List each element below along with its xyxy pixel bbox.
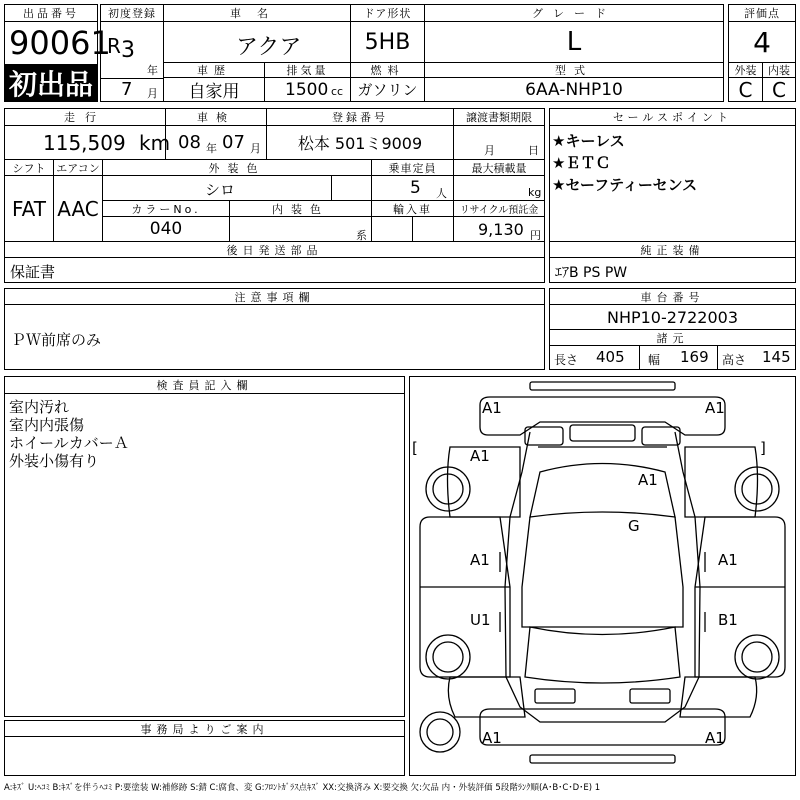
- dims-cell-length: [549, 345, 640, 370]
- first-reg-cell: [100, 21, 164, 79]
- damage-windshield: G: [628, 517, 640, 535]
- sales-item: ★ＥＴＣ: [552, 154, 611, 172]
- month-unit: 月: [147, 87, 158, 100]
- car-diagram-panel: [409, 376, 796, 776]
- fuel-cell: [350, 77, 425, 102]
- displacement-label: 排気量: [264, 62, 351, 78]
- dims-label: 諸元: [549, 329, 796, 346]
- length: 405: [596, 348, 625, 366]
- model-cell: [424, 77, 724, 102]
- shift-label: シフト: [4, 159, 54, 176]
- damage-rear-left: A1: [482, 729, 502, 747]
- inspector-line: 外装小傷有り: [9, 452, 100, 470]
- exterior-grade-cell: [728, 77, 763, 102]
- inspector-cell: [4, 393, 405, 717]
- equipment: ｴｱB PS PW: [555, 265, 628, 281]
- notes-cell: [4, 304, 545, 370]
- door-cell: [350, 21, 425, 63]
- fuel: ガソリン: [357, 81, 418, 99]
- damage-front-left: A1: [482, 399, 502, 417]
- interior-grade: C: [772, 77, 786, 102]
- color-no-label: カラーNo.: [102, 200, 230, 217]
- dims-cell-height: [717, 345, 796, 370]
- ac-cell: [53, 175, 103, 242]
- displacement: 1500: [285, 80, 329, 100]
- reg-month: 7: [121, 79, 133, 100]
- inspection-year: 08: [178, 132, 201, 153]
- inspection-month: 07: [222, 132, 245, 153]
- exterior-grade-label: 外装: [728, 62, 763, 78]
- color-no-cell: [102, 216, 230, 242]
- car-name-label: 車名: [163, 4, 351, 22]
- capacity-label: 乗車定員: [371, 159, 454, 176]
- door: 5HB: [364, 29, 411, 55]
- later-parts-label: 後日発送部品: [4, 241, 545, 258]
- legend: A:ｷｽﾞ U:ﾍｺﾐ B:ｷｽﾞを伴うﾍｺﾐ P:要塗装 W:補修跡 S:錆 C:腐食、変 G:ﾌﾛﾝﾄｶﾞﾗｽ点ｷｽﾞ XX:交換済み X:要交換 欠:欠品 内・外装評価 5段階ﾗﾝｸ順(A･B･C･D･E) 1: [4, 783, 601, 793]
- import-cell-left: [371, 216, 413, 242]
- grade: L: [566, 27, 582, 57]
- ext-color-cell: [102, 175, 332, 201]
- interior-grade-label: 内装: [762, 62, 796, 78]
- later-parts: 保証書: [10, 263, 56, 281]
- mileage-cell: [4, 125, 171, 160]
- history-cell: [163, 77, 265, 102]
- year-unit: 年: [147, 64, 158, 77]
- mileage-unit: km: [139, 131, 171, 155]
- height: 145: [762, 348, 791, 366]
- car-name: アクア: [236, 35, 302, 60]
- height-label: 高さ: [722, 353, 747, 367]
- recycle-cell: [453, 216, 545, 242]
- ac-label: エアコン: [53, 159, 103, 176]
- displacement-unit: cc: [331, 85, 344, 98]
- inspection-year-unit: 年: [206, 142, 217, 155]
- inspection-month-unit: 月: [250, 142, 261, 155]
- chassis: NHP10-2722003: [606, 307, 739, 327]
- transfer-doc-cell: [453, 125, 545, 160]
- grade-label: グレード: [424, 4, 724, 22]
- import-label: 輸入車: [371, 200, 454, 217]
- score: 4: [753, 25, 771, 59]
- recycle-unit: 円: [530, 229, 541, 242]
- damage-rear-right: A1: [705, 729, 725, 747]
- equipment-cell: [549, 257, 796, 283]
- shift-cell: [4, 175, 54, 242]
- chassis-cell: [549, 304, 796, 330]
- displacement-cell: [264, 77, 351, 102]
- car-name-cell: [163, 21, 351, 63]
- inspector-line: 室内汚れ: [9, 398, 70, 416]
- int-color-unit: 系: [356, 229, 367, 242]
- car-diagram: [410, 377, 795, 775]
- ext-color: シロ: [205, 181, 236, 199]
- door-label: ドア形状: [350, 4, 425, 22]
- ac: AAC: [57, 196, 99, 221]
- capacity-cell: [371, 175, 454, 201]
- first-listing-badge: [4, 64, 98, 102]
- damage-door-left-rear: U1: [470, 611, 491, 629]
- shift: FAT: [11, 196, 46, 221]
- import-cell-right: [412, 216, 454, 242]
- dims-cell-width: [639, 345, 718, 370]
- transfer-month-unit: 月: [484, 144, 495, 157]
- notes: ＰＷ前席のみ: [11, 331, 102, 349]
- reg-month-cell: [100, 78, 164, 102]
- interior-grade-cell: [762, 77, 796, 102]
- capacity-unit: 人: [436, 187, 447, 200]
- transfer-day-unit: 日: [528, 144, 539, 157]
- bracket-right: ]: [760, 439, 766, 457]
- inspector-label: 検査員記入欄: [4, 376, 405, 394]
- exterior-grade: C: [738, 77, 753, 102]
- capacity: 5: [410, 178, 421, 198]
- sales-item: ★キーレス: [552, 132, 625, 150]
- plate-cell: [266, 125, 454, 160]
- plate-label: 登録番号: [266, 108, 454, 126]
- int-color-cell: [229, 216, 372, 242]
- model: 6AA-NHP10: [525, 79, 623, 100]
- fuel-label: 燃料: [350, 62, 425, 78]
- score-label: 評価点: [728, 4, 796, 22]
- chassis-label: 車台番号: [549, 288, 796, 305]
- length-label: 長さ: [554, 353, 579, 367]
- damage-front-right: A1: [705, 399, 725, 417]
- damage-door-right-front: A1: [718, 551, 738, 569]
- damage-door-left-front: A1: [470, 551, 490, 569]
- era: R: [107, 34, 121, 58]
- recycle-label: リサイクル預託金: [453, 200, 545, 217]
- max-load-unit: kg: [528, 186, 542, 199]
- mileage-label: 走行: [4, 108, 166, 126]
- recycle: 9,130: [478, 220, 524, 239]
- first-reg-label: 初度登録: [100, 4, 164, 22]
- inspection-label: 車検: [165, 108, 267, 126]
- sales-cell: [549, 125, 796, 242]
- history: 自家用: [188, 82, 240, 102]
- sales-item: ★セーフティーセンス: [552, 176, 698, 194]
- inspector-line: 室内内張傷: [9, 416, 85, 434]
- damage-fender-left: A1: [470, 447, 490, 465]
- width: 169: [680, 348, 709, 366]
- transfer-doc-label: 譲渡書類期限: [453, 108, 545, 126]
- color-no: 040: [149, 219, 183, 239]
- damage-door-right-rear: B1: [718, 611, 738, 629]
- inspection-cell: [165, 125, 267, 160]
- damage-roof: A1: [638, 471, 658, 489]
- inspector-line: ホイールカバーＡ: [9, 434, 129, 452]
- int-color-label: 内装色: [229, 200, 372, 217]
- model-label: 型式: [424, 62, 724, 78]
- office-cell: [4, 736, 405, 776]
- plate: 松本 501ミ9009: [297, 134, 423, 153]
- mileage: 115,509: [43, 131, 126, 155]
- lot-no-label: 出品番号: [4, 4, 98, 22]
- reg-year: 3: [121, 38, 135, 63]
- ext-color-label: 外装色: [102, 159, 372, 176]
- lot-no: 90061: [9, 24, 111, 62]
- width-label: 幅: [648, 353, 661, 367]
- sales-label: セールスポイント: [549, 108, 796, 126]
- office-label: 事務局よりご案内: [4, 720, 405, 737]
- lot-no-cell: [4, 21, 111, 65]
- notes-label: 注意事項欄: [4, 288, 545, 305]
- grade-cell: [424, 21, 724, 63]
- first-listing-text: 初出品: [8, 68, 93, 101]
- max-load-label: 最大積載量: [453, 159, 545, 176]
- max-load-cell: [453, 175, 545, 201]
- bracket-left: [: [412, 439, 418, 457]
- history-label: 車歴: [163, 62, 265, 78]
- ext-color-extra-cell: [331, 175, 372, 201]
- equipment-label: 純正装備: [549, 241, 796, 258]
- later-parts-cell: [4, 257, 545, 283]
- score-cell: [728, 21, 796, 63]
